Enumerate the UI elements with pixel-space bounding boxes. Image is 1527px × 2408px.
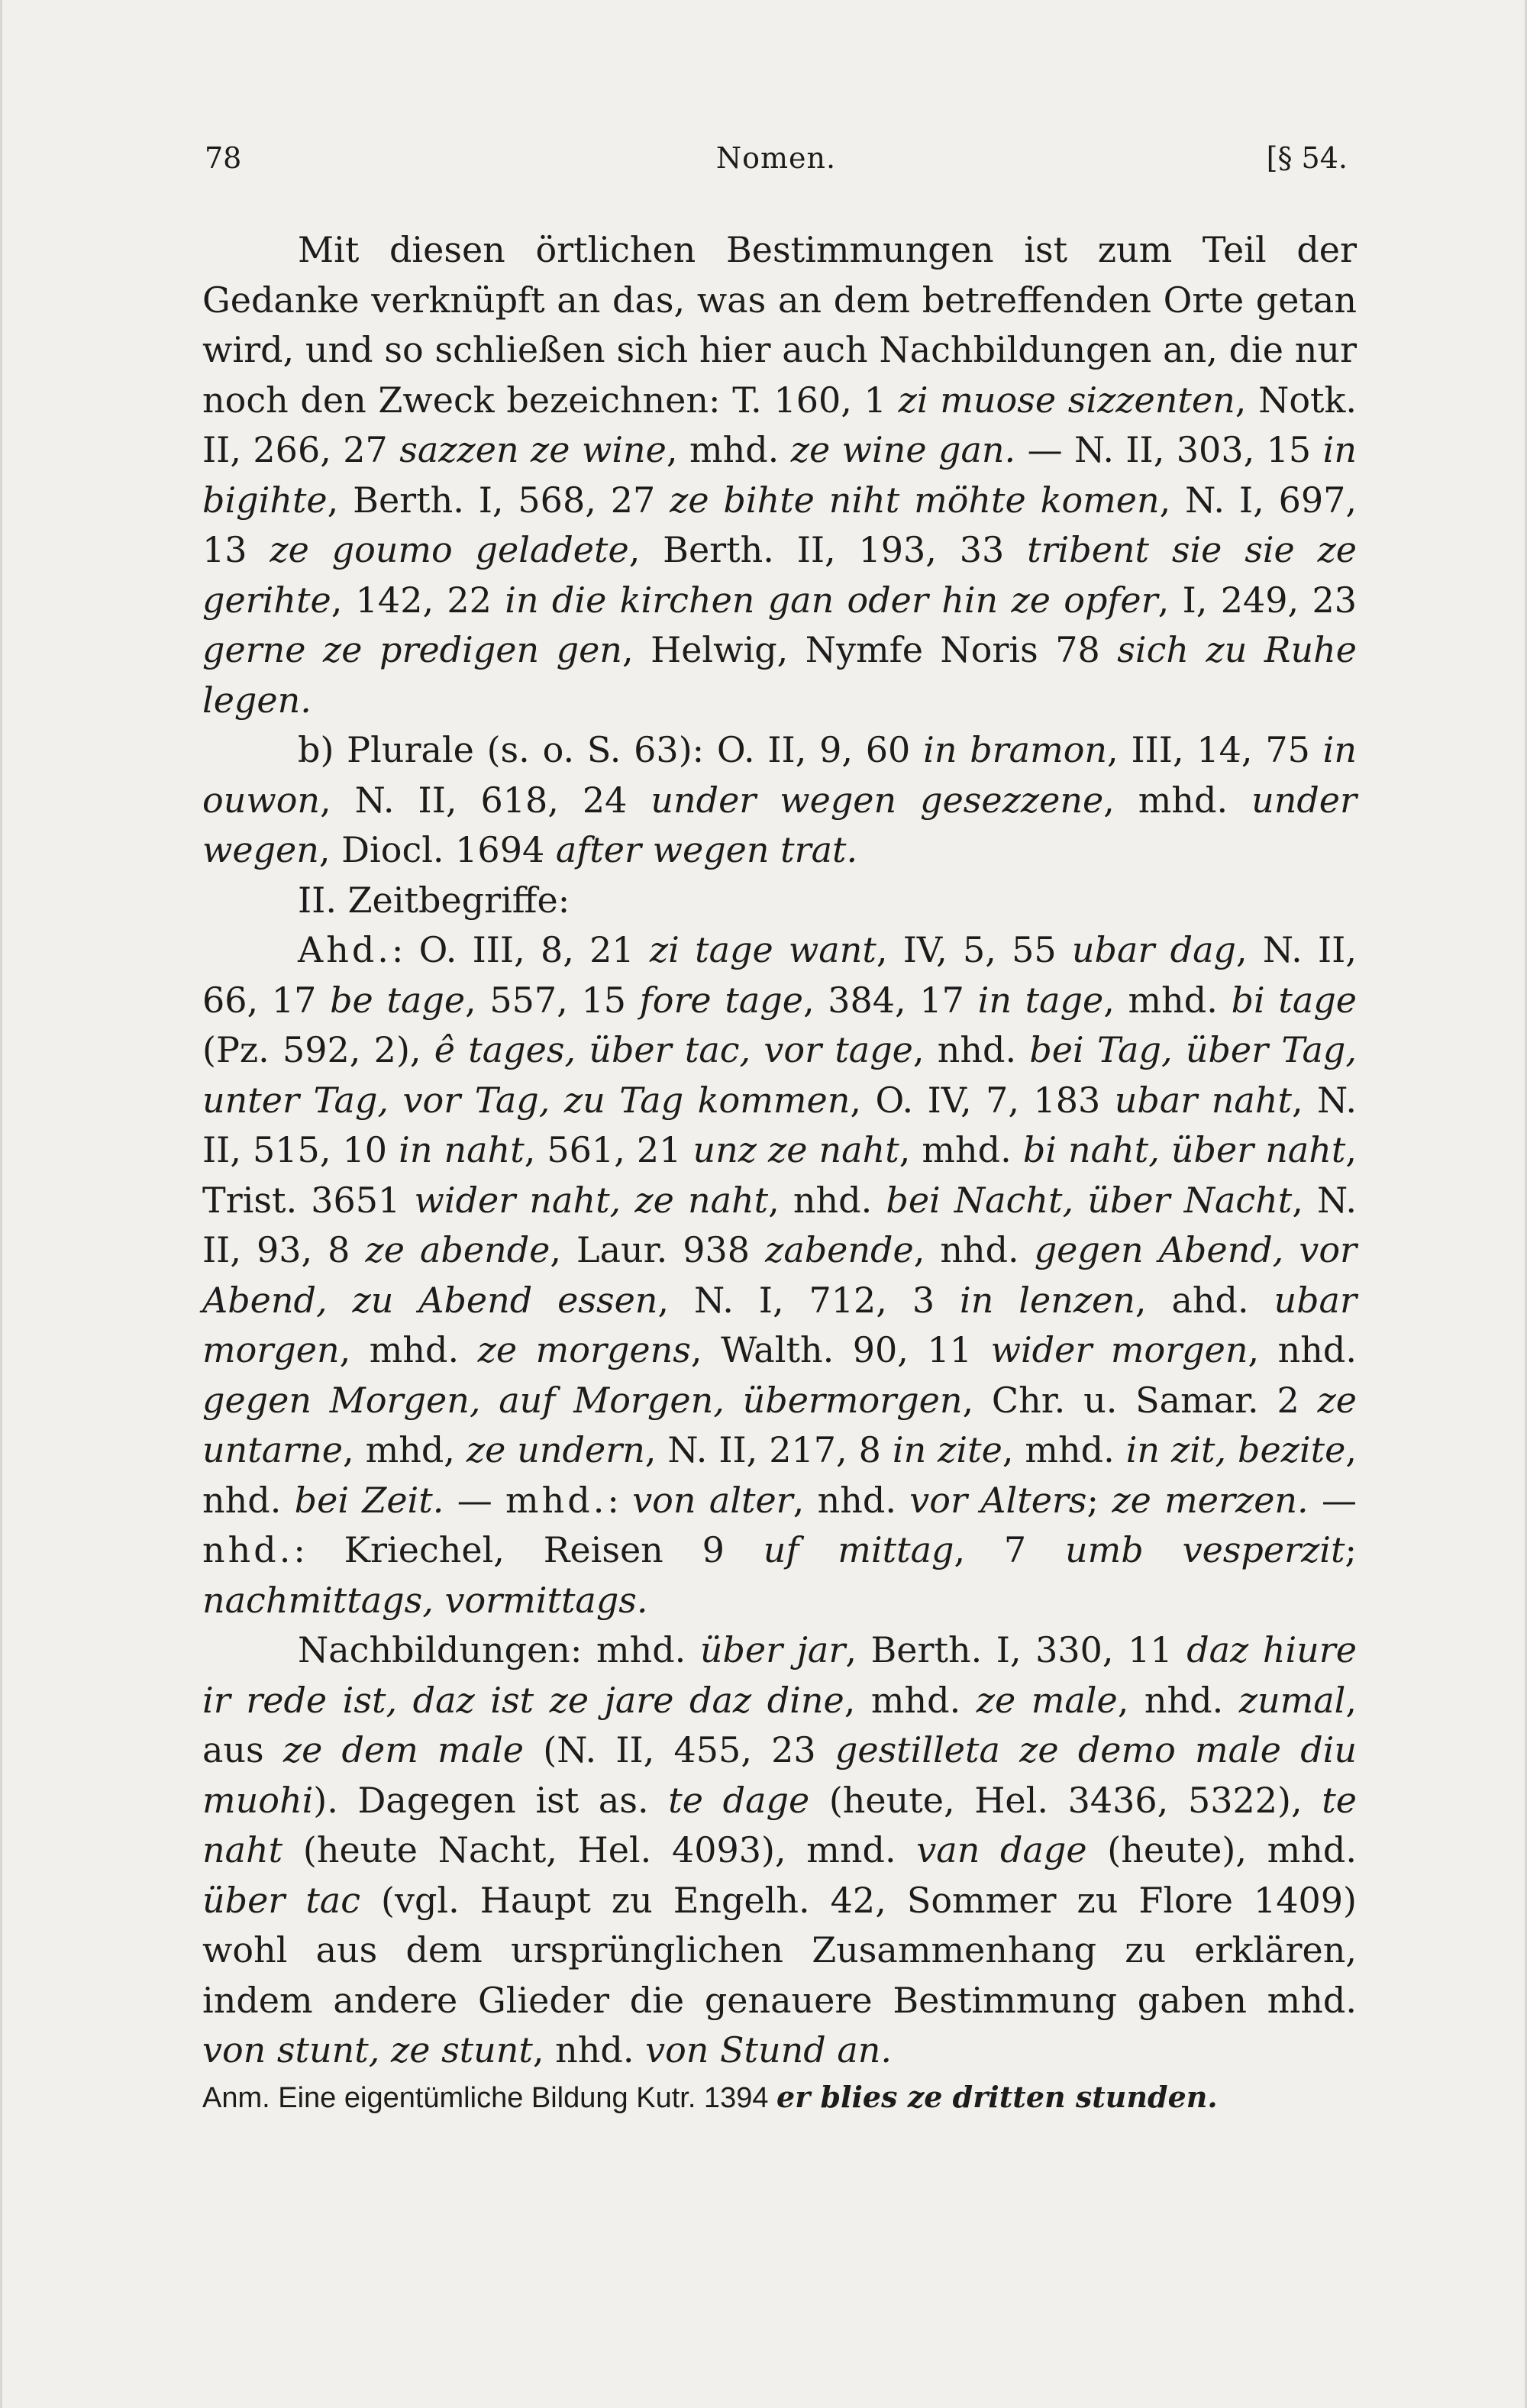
text-run: , N. I, 712, 3 bbox=[657, 1279, 960, 1321]
paragraph bbox=[202, 925, 1357, 1625]
text-run: , ahd. bbox=[1135, 1279, 1274, 1321]
text-run: , Walth. 90, 11 bbox=[690, 1329, 991, 1370]
italic-run: ze wine gan. bbox=[790, 429, 1016, 470]
italic-run: unz ze naht bbox=[692, 1129, 899, 1170]
text-run: , IV, 5, 55 bbox=[876, 929, 1072, 970]
italic-run: ubar naht bbox=[1114, 1079, 1292, 1121]
italic-run: in lenzen bbox=[960, 1279, 1135, 1321]
footnote bbox=[202, 2076, 1357, 2119]
text-run: , O. IV, 7, 183 bbox=[850, 1079, 1115, 1121]
text-run: , mhd. bbox=[1103, 979, 1232, 1021]
italic-run: ze undern bbox=[466, 1429, 645, 1470]
paragraph bbox=[202, 225, 1357, 725]
italic-run: van dage bbox=[916, 1829, 1087, 1871]
italic-run: ze untarne bbox=[202, 1379, 1357, 1470]
running-title: Nomen. bbox=[715, 141, 837, 175]
text-run: , N. II, 217, 8 bbox=[644, 1429, 893, 1470]
italic-run: bi tage bbox=[1231, 979, 1358, 1021]
italic-run: von alter bbox=[632, 1479, 793, 1521]
italic-run: über tac bbox=[202, 1879, 360, 1921]
italic-run: in zite bbox=[892, 1429, 1002, 1470]
italic-run: gegen Abend, vor Abend, zu Abend essen bbox=[202, 1229, 1358, 1321]
text-run: , Berth. I, 568, 27 bbox=[327, 479, 670, 521]
italic-run: über jar bbox=[699, 1629, 846, 1670]
text-run: , 557, 15 bbox=[465, 979, 640, 1021]
italic-run: after wegen trat. bbox=[555, 829, 858, 870]
running-header bbox=[205, 141, 1348, 187]
text-run: (Pz. 592, 2), bbox=[202, 1029, 434, 1070]
italic-run: sich zu Ruhe legen. bbox=[202, 629, 1357, 721]
italic-run: ubar morgen bbox=[202, 1279, 1357, 1370]
italic-run: von stunt, ze stunt bbox=[202, 2029, 533, 2071]
text-run: (heute Nacht, Hel. 4093), mnd. bbox=[282, 1829, 917, 1871]
text-run: , Notk. II, 266, 27 bbox=[202, 379, 1357, 470]
text-run: , 384, 17 bbox=[802, 979, 978, 1021]
text-run: (heute), mhd. bbox=[1086, 1829, 1357, 1871]
text-run: , Laur. 938 bbox=[550, 1229, 766, 1270]
body-text bbox=[202, 225, 1357, 2119]
italic-run: ze bihte niht möhte komen bbox=[670, 479, 1160, 521]
text-run: , mhd. bbox=[666, 429, 791, 470]
text-run: Nachbildungen: mhd. bbox=[298, 1629, 700, 1670]
text-run: , Diocl. 1694 bbox=[318, 829, 556, 870]
italic-run: bi naht, über naht bbox=[1022, 1129, 1346, 1170]
text-run: , Trist. 3651 bbox=[202, 1129, 1358, 1221]
italic-run: in tage bbox=[977, 979, 1104, 1021]
italic-run: er blies ze dritten stunden. bbox=[776, 2079, 1218, 2114]
italic-run: bei Zeit. bbox=[294, 1479, 444, 1521]
text-run: , I, 249, 23 bbox=[1157, 579, 1357, 621]
text-run: , mhd, bbox=[343, 1429, 466, 1470]
text-run: , III, 14, 75 bbox=[1107, 729, 1323, 770]
text-run: , Berth. II, 193, 33 bbox=[628, 529, 1028, 570]
text-run: , mhd. bbox=[1103, 779, 1252, 821]
italic-run: ze merzen. bbox=[1112, 1479, 1309, 1521]
text-run: , N. I, 697, 13 bbox=[202, 479, 1357, 570]
italic-run: umb vesperzit bbox=[1065, 1529, 1345, 1570]
text-run: , nhd. bbox=[1117, 1679, 1239, 1721]
text-run: — N. II, 303, 15 bbox=[1015, 429, 1323, 470]
text-run: Mit diesen örtlichen Bestimmungen ist zum Teil der Gedanke verknüpft an das, was an dem betreffenden Orte getan wird, und so schließen sich hier auch Nachbildungen an, die nur noch den Zweck bezeichnen: T. 160, 1 bbox=[202, 229, 1357, 421]
paragraph bbox=[202, 725, 1357, 876]
italic-run: bei Tag, über Tag, unter Tag, vor Tag, zu Tag kommen bbox=[202, 1029, 1357, 1121]
text-run: (heute, Hel. 3436, 5322), bbox=[809, 1779, 1322, 1821]
italic-run: uf mittag bbox=[763, 1529, 954, 1570]
italic-run: te dage bbox=[668, 1779, 810, 1821]
italic-run: be tage bbox=[330, 979, 466, 1021]
text-run: , Berth. I, 330, 11 bbox=[845, 1629, 1187, 1670]
italic-run: zi tage want bbox=[649, 929, 876, 970]
italic-run: ze morgens bbox=[477, 1329, 691, 1370]
spaced-run: mhd. bbox=[505, 1479, 608, 1521]
italic-run: nachmittags, vormittags. bbox=[202, 1579, 648, 1621]
page-number: 78 bbox=[205, 141, 242, 175]
italic-run: in die kirchen gan oder hin ze opfer bbox=[505, 579, 1158, 621]
text-run: , nhd. bbox=[912, 1029, 1030, 1070]
text-run: ; bbox=[1345, 1529, 1357, 1570]
text-run: (vgl. Haupt zu Engelh. 42, Sommer zu Flore 1409) wohl aus dem ursprünglichen Zusammenhang zu erklären, indem andere Glieder die genauere Bestimmung gaben mhd. bbox=[202, 1879, 1357, 2021]
text-run: : Kriechel, Reisen 9 bbox=[293, 1529, 764, 1570]
italic-run: tribent sie sie ze gerihte bbox=[202, 529, 1358, 621]
text-run: , 561, 21 bbox=[524, 1129, 693, 1170]
italic-run: zumal bbox=[1238, 1679, 1346, 1721]
text-run: , mhd. bbox=[844, 1679, 977, 1721]
text-run: : bbox=[607, 1479, 633, 1521]
text-run: ). Dagegen ist as. bbox=[313, 1779, 669, 1821]
text-run: , aus bbox=[202, 1679, 1358, 1770]
italic-run: ubar dag bbox=[1071, 929, 1236, 970]
italic-run: zabende bbox=[765, 1229, 914, 1270]
text-run: , mhd. bbox=[339, 1329, 478, 1370]
italic-run: wider naht, ze naht bbox=[414, 1179, 769, 1221]
italic-run: ze male bbox=[976, 1679, 1118, 1721]
paragraph bbox=[202, 876, 1357, 926]
text-run: , mhd. bbox=[899, 1129, 1023, 1170]
text-run: (N. II, 455, 23 bbox=[524, 1729, 835, 1770]
text-run: : O. III, 8, 21 bbox=[391, 929, 650, 970]
text-run: b) Plurale (s. o. S. 63): O. II, 9, 60 bbox=[298, 729, 924, 770]
italic-run: in ouwon bbox=[202, 729, 1357, 821]
text-run: ; bbox=[1086, 1479, 1112, 1521]
text-run: , nhd. bbox=[768, 1179, 886, 1221]
italic-run: ze goumo geladete bbox=[270, 529, 629, 570]
text-run: — bbox=[444, 1479, 506, 1521]
text-run: , N. II, 93, 8 bbox=[202, 1179, 1357, 1270]
text-run: , 142, 22 bbox=[331, 579, 505, 621]
text-run: , nhd. bbox=[532, 2029, 646, 2071]
italic-run: under wegen bbox=[202, 779, 1357, 870]
italic-run: under wegen gesezzene bbox=[651, 779, 1104, 821]
italic-run: sazzen ze wine bbox=[399, 429, 667, 470]
text-run: , nhd. bbox=[1248, 1329, 1357, 1370]
spaced-run: Ahd. bbox=[298, 929, 392, 970]
italic-run: in bramon bbox=[923, 729, 1108, 770]
text-run: , N. II, 66, 17 bbox=[202, 929, 1357, 1021]
text-run: , Helwig, Nymfe Noris 78 bbox=[621, 629, 1118, 670]
italic-run: daz hiure ir rede ist, daz ist ze jare daz dine bbox=[202, 1629, 1358, 1721]
text-run: , nhd. bbox=[913, 1229, 1035, 1270]
italic-run: ze dem male bbox=[282, 1729, 525, 1770]
italic-run: gerne ze predigen gen bbox=[202, 629, 622, 670]
italic-run: vor Alters bbox=[909, 1479, 1087, 1521]
italic-run: wider morgen bbox=[990, 1329, 1248, 1370]
text-run: , N. II, 515, 10 bbox=[202, 1079, 1357, 1170]
italic-run: in bigihte bbox=[202, 429, 1357, 521]
text-run: , nhd. bbox=[202, 1429, 1357, 1521]
paragraph bbox=[202, 1625, 1357, 2076]
italic-run: gegen Morgen, auf Morgen, übermorgen bbox=[202, 1379, 963, 1421]
text-run: II. Zeitbegriffe: bbox=[298, 879, 570, 921]
italic-run: ê tages, über tac, vor tage bbox=[434, 1029, 913, 1070]
page-edge-left bbox=[0, 0, 2, 2408]
spaced-run: nhd. bbox=[202, 1529, 294, 1570]
italic-run: von Stund an. bbox=[645, 2029, 893, 2071]
text-run: — bbox=[1308, 1479, 1357, 1521]
italic-run: fore tage bbox=[639, 979, 803, 1021]
italic-run: bei Nacht, über Nacht bbox=[886, 1179, 1293, 1221]
italic-run: gestilleta ze demo male diu muohi bbox=[202, 1729, 1357, 1821]
italic-run: te naht bbox=[202, 1779, 1357, 1871]
text-run: , Chr. u. Samar. 2 bbox=[962, 1379, 1318, 1421]
text-run: , 7 bbox=[954, 1529, 1066, 1570]
italic-run: in naht bbox=[399, 1129, 525, 1170]
italic-run: in zit, bezite bbox=[1125, 1429, 1346, 1470]
text-run: , N. II, 618, 24 bbox=[320, 779, 651, 821]
text-run: , nhd. bbox=[793, 1479, 910, 1521]
italic-run: ze abende bbox=[365, 1229, 550, 1270]
italic-run: zi muose sizzenten bbox=[898, 379, 1235, 421]
section-mark: [§ 54. bbox=[1266, 141, 1348, 175]
text-run: Anm. Eine eigentümliche Bildung Kutr. 1394 bbox=[202, 2081, 777, 2114]
text-run: , mhd. bbox=[1002, 1429, 1126, 1470]
